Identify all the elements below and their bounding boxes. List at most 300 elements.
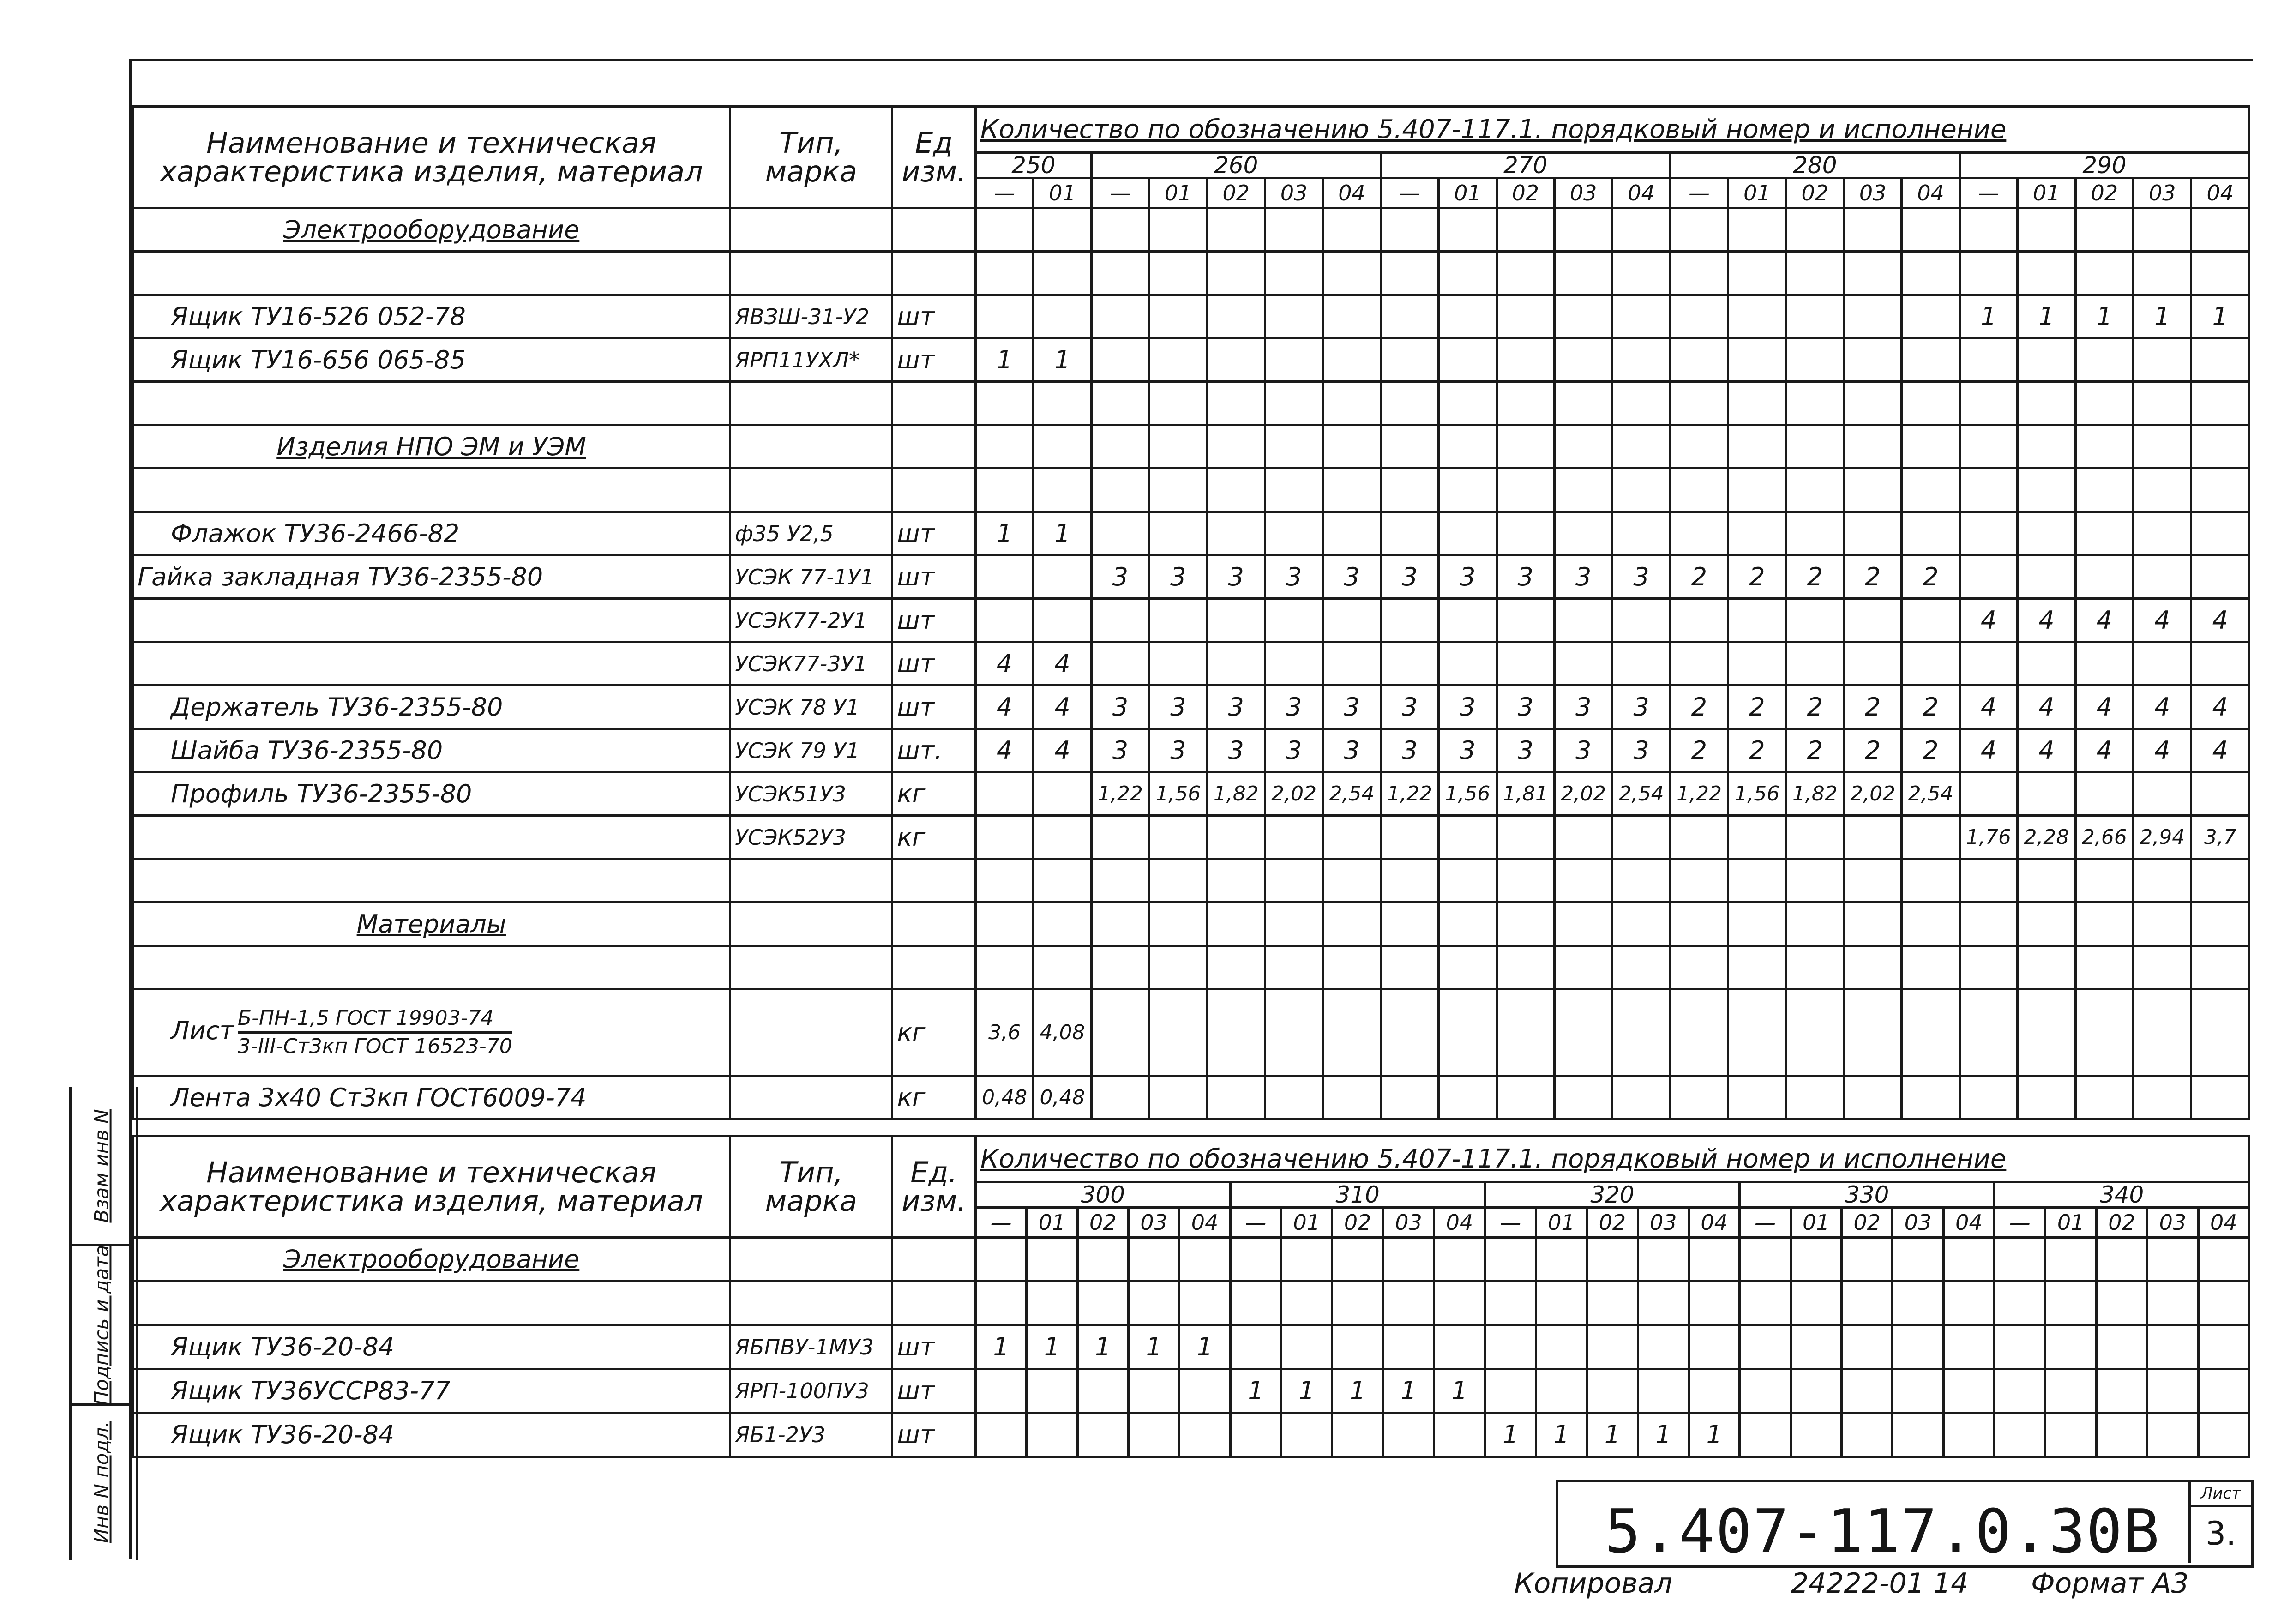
- execution-subcolumn: 03: [1554, 178, 1612, 208]
- quantity-cell: [1844, 208, 1902, 252]
- quantity-cell: [1612, 903, 1670, 946]
- quantity-cell: [1786, 599, 1844, 642]
- quantity-cell: [1265, 903, 1322, 946]
- quantity-cell: 2,94: [2134, 816, 2191, 859]
- quantity-cell: [1207, 295, 1265, 338]
- item-type: ЯРП-100ПУ3: [730, 1369, 892, 1413]
- quantity-cell: [1034, 946, 1091, 989]
- quantity-cell: 2,02: [1265, 772, 1322, 816]
- quantity-cell: [1439, 469, 1497, 512]
- execution-subcolumn: 02: [1842, 1208, 1893, 1238]
- quantity-cell: [1230, 1282, 1281, 1325]
- quantity-cell: [1786, 859, 1844, 903]
- quantity-cell: [2018, 772, 2075, 816]
- quantity-cell: [1383, 1238, 1434, 1282]
- quantity-cell: [1786, 946, 1844, 989]
- quantity-cell: [1638, 1238, 1689, 1282]
- quantity-cell: [2191, 382, 2249, 425]
- material-steel: 3-III-Ст3кп ГОСТ 16523-70: [237, 1035, 512, 1058]
- quantity-cell: 2: [1902, 555, 1959, 599]
- quantity-cell: [1323, 469, 1381, 512]
- quantity-cell: [2096, 1413, 2147, 1457]
- quantity-cell: [1902, 425, 1959, 469]
- execution-subcolumn: 02: [1587, 1208, 1638, 1238]
- quantity-cell: [1638, 1369, 1689, 1413]
- quantity-cell: [1091, 338, 1149, 382]
- quantity-cell: [1439, 859, 1497, 903]
- quantity-cell: [1959, 338, 2017, 382]
- quantity-cell: [2018, 469, 2075, 512]
- item-name: Лента 3х40 Ст3кп ГОСТ6009-74: [133, 1076, 730, 1119]
- quantity-cell: 3: [1265, 555, 1322, 599]
- quantity-cell: [975, 772, 1033, 816]
- quantity-cell: [2045, 1325, 2096, 1369]
- execution-subcolumn: 03: [1383, 1208, 1434, 1238]
- quantity-cell: [1670, 338, 1728, 382]
- quantity-cell: [1959, 555, 2017, 599]
- column-header-name: [133, 1136, 730, 1238]
- item-name: [133, 599, 730, 642]
- item-unit: кг: [892, 816, 976, 859]
- quantity-cell: [1791, 1413, 1841, 1457]
- quantity-cell: [2075, 989, 2133, 1076]
- column-header-name-line2: характеристика изделия, материал: [160, 1184, 703, 1218]
- table-row: [133, 1238, 2249, 1282]
- quantity-cell: [1091, 512, 1149, 555]
- quantity-cell: 1: [1332, 1369, 1383, 1413]
- column-header-type-line1: Тип,: [779, 126, 843, 160]
- quantity-cell: 1,56: [1439, 772, 1497, 816]
- variant-group-270: 270: [1381, 153, 1670, 178]
- sheet-number: 3.: [2205, 1515, 2236, 1553]
- quantity-cell: 3: [1265, 729, 1322, 772]
- quantity-cell: [1034, 382, 1091, 425]
- quantity-cell: 3: [1323, 686, 1381, 729]
- quantity-cell: [2134, 512, 2191, 555]
- quantity-cell: 1: [1434, 1369, 1485, 1413]
- quantity-cell: 1: [975, 338, 1033, 382]
- quantity-cell: [1893, 1413, 1943, 1457]
- quantity-cell: [2018, 859, 2075, 903]
- material-fraction: [238, 1008, 512, 1057]
- quantity-cell: [1612, 946, 1670, 989]
- quantity-cell: [1959, 946, 2017, 989]
- item-name: Шайба ТУ36-2355-80: [133, 729, 730, 772]
- quantity-cell: [1728, 903, 1786, 946]
- quantity-cell: 3: [1091, 686, 1149, 729]
- item-type: ЯРП11УХЛ*: [730, 338, 892, 382]
- column-header-type-line2: марка: [765, 154, 858, 188]
- quantity-cell: [1791, 1238, 1841, 1282]
- quantity-cell: [1323, 1076, 1381, 1119]
- item-type: [730, 946, 892, 989]
- quantity-cell: [1027, 1282, 1077, 1325]
- column-header-name-line2: характеристика изделия, материал: [160, 154, 703, 188]
- quantity-cell: [2134, 252, 2191, 295]
- quantity-cell: [1434, 1238, 1485, 1282]
- execution-subcolumn: 04: [1902, 178, 1959, 208]
- quantity-cell: [1902, 252, 1959, 295]
- quantity-cell: [2018, 512, 2075, 555]
- quantity-cell: [1497, 469, 1554, 512]
- quantity-cell: [1587, 1369, 1638, 1413]
- section-heading: Электрооборудование: [133, 208, 730, 252]
- quantity-cell: [1786, 1076, 1844, 1119]
- quantity-cell: [2096, 1282, 2147, 1325]
- quantity-cell: [2191, 859, 2249, 903]
- execution-subcolumn: 04: [1179, 1208, 1230, 1238]
- execution-subcolumn: —: [975, 1208, 1026, 1238]
- quantity-cell: [1612, 338, 1670, 382]
- quantity-cell: [2075, 252, 2133, 295]
- execution-subcolumn: 04: [1612, 178, 1670, 208]
- quantity-cell: [1689, 1238, 1739, 1282]
- table-row: [133, 903, 2249, 946]
- quantity-cell: 2,02: [1844, 772, 1902, 816]
- quantity-cell: [1740, 1369, 1791, 1413]
- quantity-cell: [1034, 469, 1091, 512]
- quantity-cell: [2018, 903, 2075, 946]
- quantity-cell: [1902, 208, 1959, 252]
- quantity-cell: [1129, 1413, 1179, 1457]
- quantity-cell: [1207, 816, 1265, 859]
- quantity-cell: [1332, 1325, 1383, 1369]
- quantity-cell: [1728, 859, 1786, 903]
- item-type: УСЭК52У3: [730, 816, 892, 859]
- quantity-cell: [1786, 903, 1844, 946]
- quantity-cell: [1995, 1282, 2045, 1325]
- quantity-cell: 3: [1497, 729, 1554, 772]
- quantity-cell: [1439, 642, 1497, 686]
- quantity-cell: [1497, 989, 1554, 1076]
- quantity-cell: [1179, 1369, 1230, 1413]
- quantity-cell: [1902, 816, 1959, 859]
- quantity-cell: [1728, 338, 1786, 382]
- quantity-cell: [1332, 1413, 1383, 1457]
- quantity-cell: [1207, 382, 1265, 425]
- quantity-cell: [1786, 208, 1844, 252]
- quantity-cell: 3: [1381, 729, 1438, 772]
- quantity-cell: [2134, 1076, 2191, 1119]
- quantity-cell: [1740, 1282, 1791, 1325]
- quantity-cell: [1323, 425, 1381, 469]
- quantity-cell: [1439, 512, 1497, 555]
- quantity-cell: [2045, 1238, 2096, 1282]
- execution-subcolumn: —: [1230, 1208, 1281, 1238]
- quantity-cell: 2: [1728, 555, 1786, 599]
- quantity-cell: [1959, 425, 2017, 469]
- quantity-cell: [2045, 1369, 2096, 1413]
- item-name-label: Лист: [171, 1016, 234, 1046]
- quantity-cell: [1844, 469, 1902, 512]
- column-header-type: [730, 1136, 892, 1238]
- execution-subcolumn: 01: [2018, 178, 2075, 208]
- quantity-cell: [1497, 1076, 1554, 1119]
- quantity-cell: [975, 859, 1033, 903]
- column-header-unit-line2: изм.: [902, 1184, 966, 1218]
- item-type: ЯВЗШ-31-У2: [730, 295, 892, 338]
- quantity-cell: 3: [1497, 555, 1554, 599]
- quantity-cell: [1670, 252, 1728, 295]
- quantity-cell: [1230, 1325, 1281, 1369]
- quantity-cell: [1670, 295, 1728, 338]
- quantity-cell: [1149, 338, 1207, 382]
- quantity-cell: [1893, 1238, 1943, 1282]
- quantity-cell: [1439, 599, 1497, 642]
- document-code: 5.407-117.0.30В: [1605, 1496, 2160, 1566]
- quantity-cell: [1842, 1238, 1893, 1282]
- quantity-cell: 3: [1381, 686, 1438, 729]
- quantity-cell: [1844, 599, 1902, 642]
- item-unit: шт: [892, 642, 976, 686]
- quantity-cell: [1091, 946, 1149, 989]
- column-header-name-line1: Наименование и техническая: [206, 126, 657, 160]
- item-unit: [892, 382, 976, 425]
- quantity-cell: [1381, 816, 1438, 859]
- quantity-cell: [1265, 252, 1322, 295]
- column-header-type-line2: марка: [765, 1184, 858, 1218]
- quantity-cell: 3: [1149, 555, 1207, 599]
- item-name: [133, 1282, 730, 1325]
- execution-subcolumn: —: [975, 178, 1033, 208]
- execution-subcolumn: 02: [1497, 178, 1554, 208]
- quantity-cell: [1149, 642, 1207, 686]
- quantity-cell: 4: [2018, 686, 2075, 729]
- quantity-cell: [1439, 252, 1497, 295]
- quantity-cell: [1893, 1282, 1943, 1325]
- item-unit: [892, 859, 976, 903]
- item-unit: шт: [892, 1325, 976, 1369]
- column-header-name-line1: Наименование и техническая: [206, 1155, 657, 1189]
- quantity-cell: [1207, 338, 1265, 382]
- quantity-cell: [2198, 1282, 2249, 1325]
- quantity-cell: [1265, 469, 1322, 512]
- quantity-cell: [2198, 1325, 2249, 1369]
- quantity-cell: 2,54: [1612, 772, 1670, 816]
- quantity-cell: [1612, 469, 1670, 512]
- quantity-cell: 1: [1959, 295, 2017, 338]
- quantity-cell: [1612, 208, 1670, 252]
- quantity-cell: 2: [1844, 555, 1902, 599]
- column-header-unit-line1: Ед.: [910, 1155, 957, 1189]
- quantity-cell: [1612, 816, 1670, 859]
- quantity-cell: [1091, 295, 1149, 338]
- quantity-cell: [1670, 816, 1728, 859]
- material-grade: Б-ПН-1,5 ГОСТ 19903-74: [238, 1008, 512, 1034]
- quantity-cell: [1995, 1238, 2045, 1282]
- table-row: [133, 338, 2249, 382]
- quantity-cell: [1207, 989, 1265, 1076]
- quantity-cell: [1612, 425, 1670, 469]
- quantity-cell: 0,48: [975, 1076, 1033, 1119]
- quantity-cell: 4: [1959, 686, 2017, 729]
- quantity-cell: [1179, 1238, 1230, 1282]
- quantity-cell: [1670, 859, 1728, 903]
- quantity-cell: 2: [1670, 686, 1728, 729]
- quantity-cell: [1728, 599, 1786, 642]
- quantity-cell: [975, 816, 1033, 859]
- quantity-cell: [2134, 555, 2191, 599]
- quantity-cell: [975, 1238, 1026, 1282]
- item-type: УСЭК 77-1У1: [730, 555, 892, 599]
- quantity-cell: [1439, 816, 1497, 859]
- quantity-cell: [1536, 1282, 1587, 1325]
- quantity-cell: [2075, 382, 2133, 425]
- quantity-cell: [1091, 642, 1149, 686]
- sheet-box: [2188, 1482, 2251, 1563]
- execution-subcolumn: 04: [2191, 178, 2249, 208]
- quantity-cell: 3: [1554, 686, 1612, 729]
- item-name: Флажок ТУ36-2466-82: [133, 512, 730, 555]
- quantity-cell: [2018, 1076, 2075, 1119]
- quantity-cell: 2: [1670, 729, 1728, 772]
- execution-subcolumn: 01: [1791, 1208, 1841, 1238]
- quantity-cell: 0,48: [1034, 1076, 1091, 1119]
- quantity-cell: [1844, 512, 1902, 555]
- execution-subcolumn: 03: [1893, 1208, 1943, 1238]
- quantity-cell: [1497, 338, 1554, 382]
- quantity-cell: [1129, 1238, 1179, 1282]
- quantity-cell: [1740, 1413, 1791, 1457]
- table-row: [133, 599, 2249, 642]
- quantity-cell: [1670, 989, 1728, 1076]
- table-row: [133, 425, 2249, 469]
- quantity-cell: 3,6: [975, 989, 1033, 1076]
- quantity-cell: [1554, 425, 1612, 469]
- quantity-cell: [1497, 425, 1554, 469]
- execution-subcolumn: 03: [1638, 1208, 1689, 1238]
- quantity-cell: 3: [1439, 555, 1497, 599]
- item-type: [730, 1076, 892, 1119]
- quantity-cell: 1,81: [1497, 772, 1554, 816]
- quantity-cell: [2075, 772, 2133, 816]
- item-unit: [892, 1238, 976, 1282]
- quantity-cell: [1383, 1325, 1434, 1369]
- table-row: [133, 859, 2249, 903]
- quantity-cell: 2: [1902, 686, 1959, 729]
- quantity-cell: 4: [975, 686, 1033, 729]
- quantity-cell: [2147, 1369, 2198, 1413]
- item-name: Ящик ТУ36УССР83-77: [133, 1369, 730, 1413]
- execution-subcolumn: 03: [1265, 178, 1322, 208]
- execution-subcolumn: —: [1740, 1208, 1791, 1238]
- quantity-cell: [1027, 1238, 1077, 1282]
- item-name: [133, 252, 730, 295]
- item-unit: шт: [892, 338, 976, 382]
- quantity-cell: [1381, 1076, 1438, 1119]
- quantity-cell: [1034, 425, 1091, 469]
- quantity-cell: [1587, 1282, 1638, 1325]
- item-unit: кг: [892, 1076, 976, 1119]
- item-type: ЯБПВУ-1МУ3: [730, 1325, 892, 1369]
- execution-subcolumn: 01: [1034, 178, 1091, 208]
- quantity-cell: 3: [1265, 686, 1322, 729]
- quantity-cell: 3: [1149, 729, 1207, 772]
- execution-subcolumn: 01: [1728, 178, 1786, 208]
- table-row: [133, 1369, 2249, 1413]
- quantity-cell: [1077, 1369, 1128, 1413]
- quantity-cell: 4: [2191, 729, 2249, 772]
- variant-group-310: 310: [1230, 1182, 1485, 1208]
- quantity-cell: [1536, 1369, 1587, 1413]
- quantity-cell: [1959, 1076, 2017, 1119]
- quantity-cell: 4: [2191, 599, 2249, 642]
- quantity-cell: [1034, 903, 1091, 946]
- quantity-cell: [1728, 425, 1786, 469]
- execution-subcolumn: 01: [1536, 1208, 1587, 1238]
- quantity-cell: [1612, 512, 1670, 555]
- quantity-cell: [1689, 1282, 1739, 1325]
- quantity-cell: [1728, 989, 1786, 1076]
- quantity-cell: [1844, 295, 1902, 338]
- quantity-cell: 2,28: [2018, 816, 2075, 859]
- quantity-cell: [1381, 382, 1438, 425]
- quantity-cell: [1077, 1282, 1128, 1325]
- quantity-cell: [1323, 512, 1381, 555]
- quantity-cell: [1381, 295, 1438, 338]
- quantity-cell: [1995, 1369, 2045, 1413]
- item-name: Держатель ТУ36-2355-80: [133, 686, 730, 729]
- quantity-cell: [1323, 295, 1381, 338]
- quantity-cell: [2191, 425, 2249, 469]
- quantity-cell: 1: [1034, 338, 1091, 382]
- quantity-cell: [1536, 1238, 1587, 1282]
- quantity-cell: [1959, 252, 2017, 295]
- quantity-cell: [1323, 338, 1381, 382]
- quantity-cell: 4,08: [1034, 989, 1091, 1076]
- quantity-cell: 2: [1786, 686, 1844, 729]
- quantity-cell: [1497, 946, 1554, 989]
- quantity-cell: [2191, 989, 2249, 1076]
- quantity-cell: [1728, 1076, 1786, 1119]
- quantity-cell: [1323, 382, 1381, 425]
- quantity-cell: 3: [1381, 555, 1438, 599]
- quantity-cell: [2018, 382, 2075, 425]
- quantity-cell: [1728, 252, 1786, 295]
- quantity-cell: [1497, 903, 1554, 946]
- side-cell-inventory: [72, 1406, 132, 1558]
- quantity-cell: [2134, 382, 2191, 425]
- quantity-cell: [1265, 208, 1322, 252]
- quantity-cell: [1844, 946, 1902, 989]
- quantity-cell: [1554, 642, 1612, 686]
- quantity-cell: [1129, 1282, 1179, 1325]
- quantity-cell: [2075, 859, 2133, 903]
- quantity-cell: 4: [1034, 686, 1091, 729]
- quantity-cell: [1842, 1369, 1893, 1413]
- quantity-cell: [1959, 642, 2017, 686]
- quantity-cell: 4: [2191, 686, 2249, 729]
- quantity-header: Количество по обозначению 5.407-117.1. порядковый номер и исполнение: [975, 1136, 2249, 1182]
- item-type: УСЭК 79 У1: [730, 729, 892, 772]
- quantity-cell: [1091, 425, 1149, 469]
- quantity-cell: 1: [2075, 295, 2133, 338]
- quantity-cell: [2134, 859, 2191, 903]
- quantity-cell: [1381, 338, 1438, 382]
- item-name: [133, 816, 730, 859]
- quantity-cell: [1728, 382, 1786, 425]
- quantity-cell: [1554, 469, 1612, 512]
- quantity-cell: [2096, 1325, 2147, 1369]
- quantity-cell: [1207, 859, 1265, 903]
- specification-table-bottom: [132, 1135, 2250, 1458]
- quantity-cell: [1332, 1238, 1383, 1282]
- quantity-cell: [1893, 1325, 1943, 1369]
- quantity-cell: 4: [2075, 729, 2133, 772]
- quantity-cell: [1728, 469, 1786, 512]
- quantity-cell: [1149, 252, 1207, 295]
- quantity-cell: [975, 295, 1033, 338]
